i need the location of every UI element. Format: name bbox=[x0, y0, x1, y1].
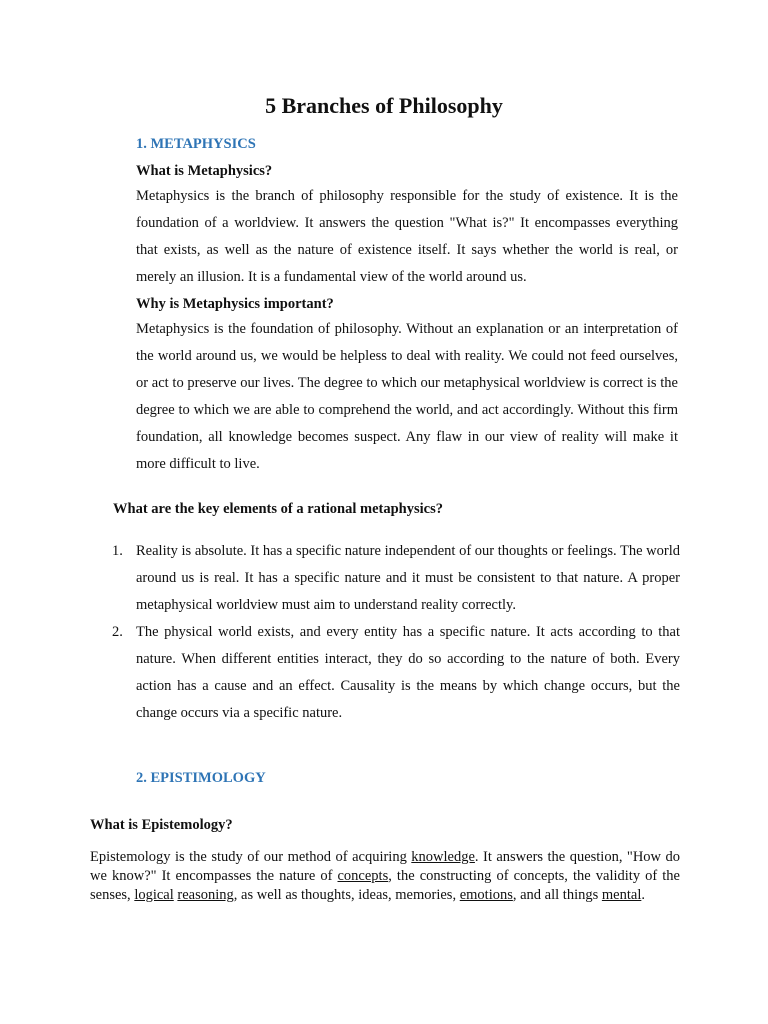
key-elements-list bbox=[112, 538, 680, 727]
section-heading-epistemology: 2. EPISTIMOLOGY bbox=[136, 770, 266, 786]
list-item bbox=[112, 619, 680, 727]
question-key-elements: What are the key elements of a rational metaphysics? bbox=[113, 501, 443, 517]
link-knowledge[interactable]: knowledge bbox=[411, 849, 475, 865]
list-item bbox=[112, 538, 680, 619]
text-run: . It answers the question, "How do we know?" It encompasses the nature of bbox=[90, 849, 680, 884]
text-run: . bbox=[641, 887, 645, 903]
link-mental[interactable]: mental bbox=[601, 887, 642, 903]
link-concepts[interactable]: concepts bbox=[337, 868, 389, 884]
text-run: , and all things bbox=[512, 887, 602, 903]
text-run: Epistemology is the study of our method of acquiring bbox=[90, 849, 412, 865]
paragraph-what-is-epistemology bbox=[90, 848, 680, 905]
link-emotions[interactable]: emotions bbox=[459, 887, 513, 903]
list-item-number: 2. bbox=[112, 624, 123, 640]
link-logical[interactable]: logical bbox=[134, 887, 174, 903]
text-run: , the constructing of concepts, the validity of the senses, bbox=[90, 868, 680, 903]
paragraph-what-is-metaphysics: Metaphysics is the branch of philosophy responsible for the study of existence. It is the foundation of a worldview. It answers the question "What is?" It encompasses everything that exists, as well as the nature of existence itself. It says whether the world is real, or merely an illusion. It is a fundamental view of the world around us. bbox=[136, 188, 678, 285]
list-item-text: The physical world exists, and every entity has a specific nature. It acts according to that nature. When different entities interact, they do so according to the nature of both. Every action has a cause and an effect. Causality is the means by which change occurs, but the change occurs via a specific nature. bbox=[136, 624, 680, 721]
section-heading-metaphysics: 1. METAPHYSICS bbox=[136, 136, 256, 152]
text-run: , as well as thoughts, ideas, memories, bbox=[233, 887, 460, 903]
question-what-is-epistemology: What is Epistemology? bbox=[90, 817, 233, 833]
list-item-text: Reality is absolute. It has a specific nature independent of our thoughts or feelings. The world around us is real. It has a specific nature and it must be consistent to that nature. A proper metaphysical worldview must aim to understand reality correctly. bbox=[136, 543, 680, 613]
question-what-is-metaphysics: What is Metaphysics? bbox=[136, 163, 273, 179]
paragraph-why-metaphysics-important: Metaphysics is the foundation of philosophy. Without an explanation or an interpretation of the world around us, we would be helpless to deal with reality. We could not feed ourselves, or act to preserve our lives. The degree to which our metaphysical worldview is correct is the degree to which we are able to comprehend the world, and act accordingly. Without this firm foundation, all knowledge becomes suspect. Any flaw in our view of reality will make it more difficult to live. bbox=[136, 321, 678, 472]
page-title: 5 Branches of Philosophy bbox=[265, 93, 503, 118]
list-item-number: 1. bbox=[112, 543, 123, 559]
link-reasoning[interactable]: reasoning bbox=[177, 887, 234, 903]
question-why-metaphysics-important: Why is Metaphysics important? bbox=[136, 296, 334, 312]
